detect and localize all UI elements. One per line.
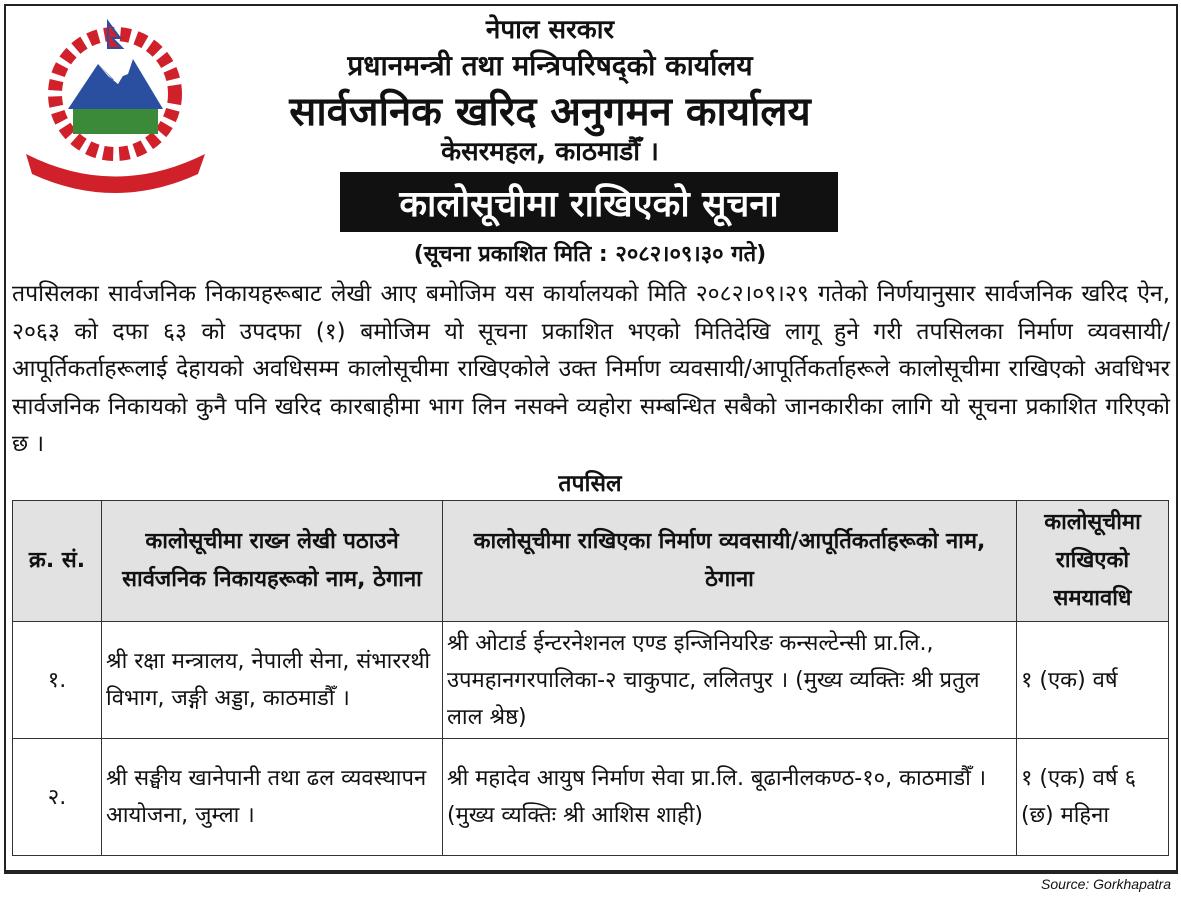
notice-title: कालोसूचीमा राखिएको सूचना (340, 172, 838, 232)
contractor-cell: श्री ओटार्ड ईन्टरनेशनल एण्ड इन्जिनियरिङ कन्सल्टेन्सी प्रा.लि., उपमहानगरपालिका-२ चाकुपाट, ललितपुर । (मुख्य व्यक्तिः श्री प्रतुल लाल श्रेष्ठ) (443, 622, 1017, 739)
entity-cell: श्री रक्षा मन्त्रालय, नेपाली सेना, संभाररथी विभाग, जङ्गी अड्डा, काठमाडौँ । (102, 622, 443, 739)
ministry-name: प्रधानमन्त्री तथा मन्त्रिपरिषद्को कार्यालय (347, 49, 753, 82)
blacklist-table (12, 500, 1169, 856)
duration-cell: १ (एक) वर्ष (1017, 622, 1169, 739)
contractor-cell: श्री महादेव आयुष निर्माण सेवा प्रा.लि. बूढानीलकण्ठ-१०, काठमाडौँ । (मुख्य व्यक्तिः श्री आशिस शाही) (443, 739, 1017, 856)
office-name: सार्वजनिक खरिद अनुगमन कार्यालय (289, 89, 811, 135)
government-name: नेपाल सरकार (485, 15, 615, 45)
duration-cell: १ (एक) वर्ष ६ (छ) महिना (1017, 739, 1169, 856)
office-location: केसरमहल, काठमाडौँ । (441, 137, 659, 167)
table-row (13, 739, 1169, 856)
header-contractor: कालोसूचीमा राखिएका निर्माण व्यवसायी/आपूर्तिकर्ताहरूको नाम, ठेगाना (443, 501, 1017, 622)
published-date: (सूचना प्रकाशित मिति : २०८२।०९।३० गते) (413, 242, 767, 267)
serial-cell: २. (13, 739, 102, 856)
header-serial: क्र. सं. (13, 501, 102, 622)
serial-cell: १. (13, 622, 102, 739)
nepal-emblem-icon (18, 14, 213, 194)
header-entity: कालोसूचीमा राख्न लेखी पठाउने सार्वजनिक निकायहरूको नाम, ठेगाना (102, 501, 443, 622)
table-row (13, 622, 1169, 739)
header-duration: कालोसूचीमा राखिएको समयावधि (1017, 501, 1169, 622)
entity-cell: श्री सङ्घीय खानेपानी तथा ढल व्यवस्थापन आयोजना, जुम्ला । (102, 739, 443, 856)
schedule-heading: तपसिल (558, 471, 622, 497)
table-header-row (13, 501, 1169, 622)
source-credit: Source: Gorkhapatra (1041, 876, 1171, 892)
notice-body: तपसिलका सार्वजनिक निकायहरूबाट लेखी आए बमोजिम यस कार्यालयको मिति २०८२।०९।२९ गतेको निर्णयानुसार सार्वजनिक खरिद ऐन, २०६३ को दफा ६३ को उपदफा (१) बमोजिम यो सूचना प्रकाशित भएको मितिदेखि लागू हुने गरी तपसिलका निर्माण व्यवसायी/आपूर्तिकर्ताहरूलाई देहायको अवधिसम्म कालोसूचीमा राखिएकोले उक्त निर्माण व्यवसायी/आपूर्तिकर्ताहरूले कालोसूचीमा राखिएको अवधिभर सार्वजनिक निकायको कुनै पनि खरिद कारबाहीमा भाग लिन नसक्ने व्यहोरा सम्बन्धित सबैको जानकारीका लागि यो सूचना प्रकाशित गरिएको छ । (12, 281, 1170, 457)
